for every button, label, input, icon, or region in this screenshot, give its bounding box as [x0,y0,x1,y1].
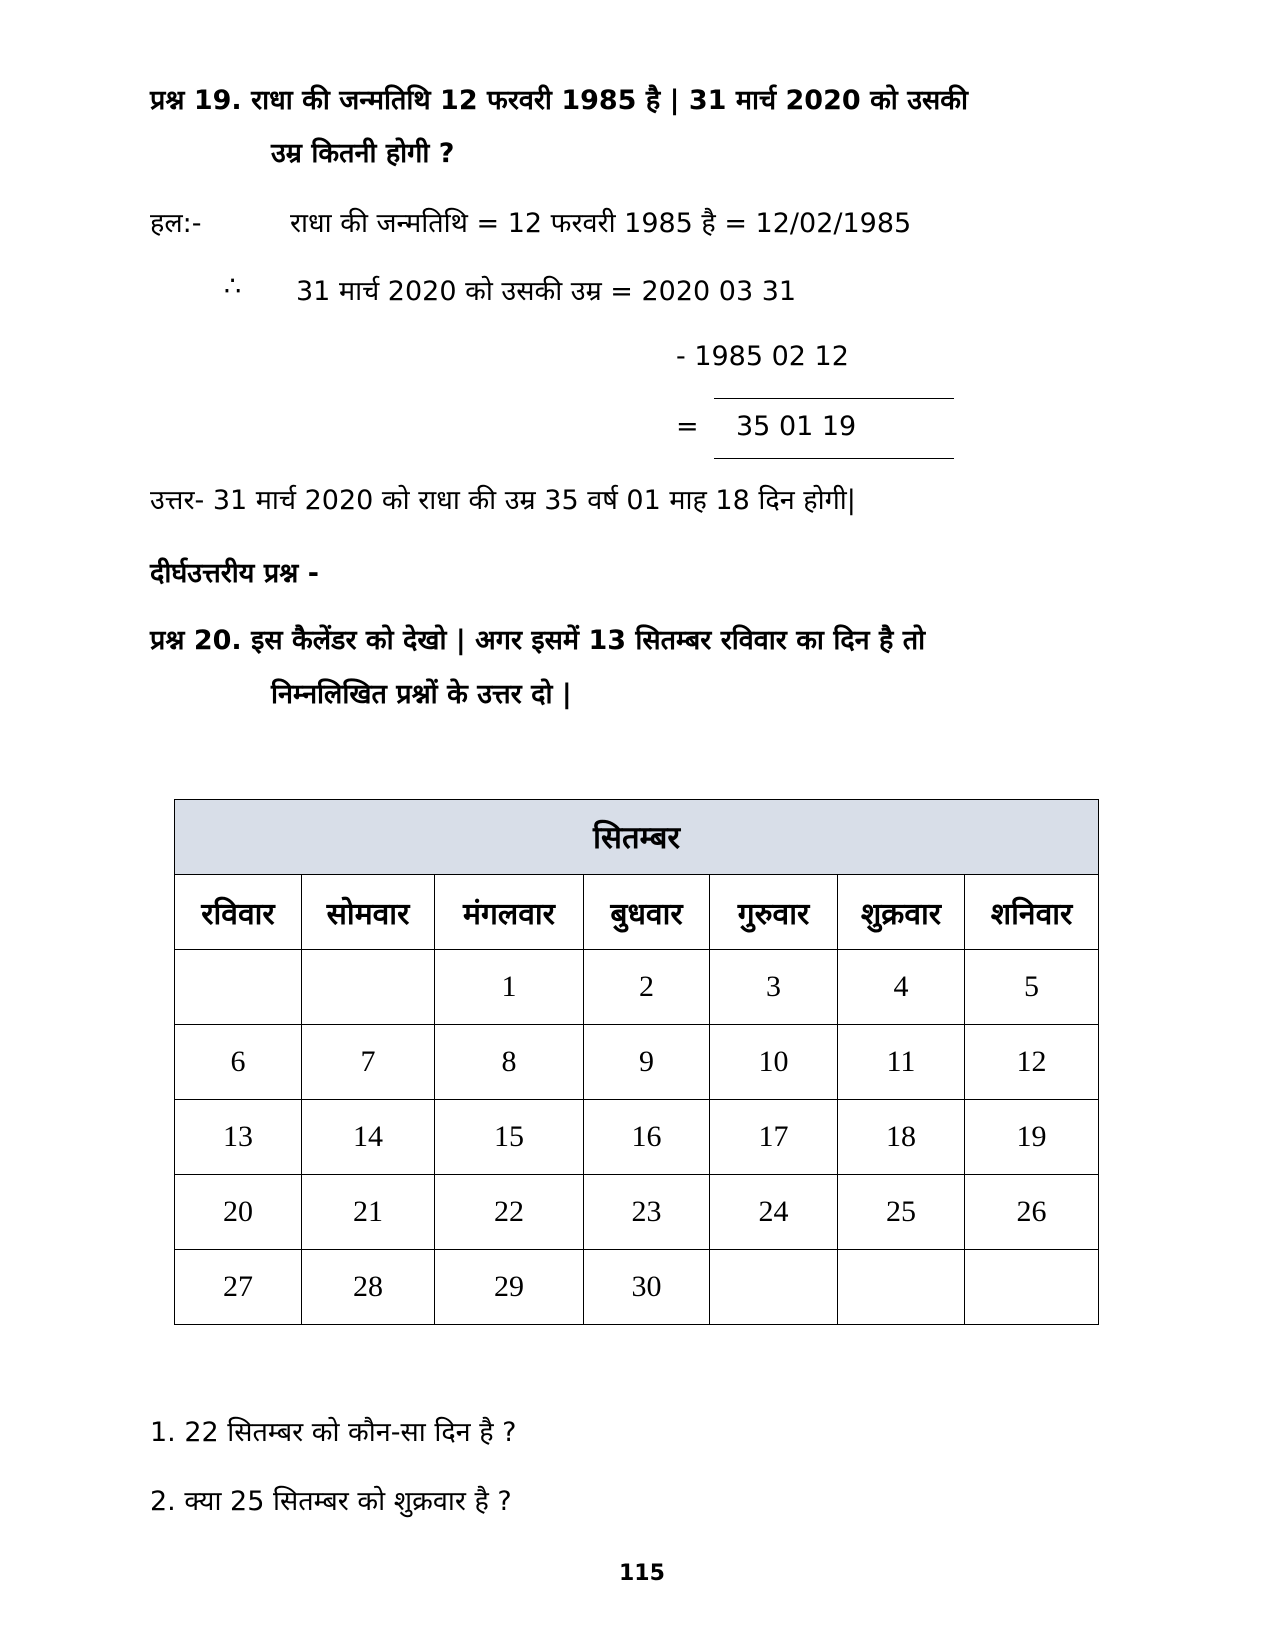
calendar-week-row [175,1175,1099,1250]
calendar-date-cell: 22 [435,1175,584,1250]
result-equals: = [676,411,699,442]
dob-statement: राधा की जन्मतिथि = 12 फरवरी 1985 है = 12/02/1985 [290,208,912,239]
therefore-symbol: ∴ [224,271,242,302]
calendar-date-cell: 23 [584,1175,710,1250]
question-item-2: 2. क्या 25 सितम्बर को शुक्रवार है ? [150,1486,512,1517]
calendar-date-cell: 6 [175,1025,302,1100]
weekday-header: बुधवार [584,875,710,950]
calendar-date-cell [838,1250,965,1325]
calendar-date-cell: 30 [584,1250,710,1325]
calendar-date-cell: 7 [302,1025,435,1100]
age-statement: 31 मार्च 2020 को उसकी उम्र = 2020 03 31 [296,276,797,307]
calendar-date-cell: 10 [710,1025,838,1100]
calendar-date-cell: 8 [435,1025,584,1100]
calendar-date-cell: 16 [584,1100,710,1175]
calendar-date-cell: 1 [435,950,584,1025]
calendar-date-cell: 27 [175,1250,302,1325]
calendar-date-cell: 9 [584,1025,710,1100]
calendar-date-cell: 4 [838,950,965,1025]
calendar-date-cell: 15 [435,1100,584,1175]
calendar-date-cell: 28 [302,1250,435,1325]
weekday-header: शुक्रवार [838,875,965,950]
calendar-date-cell: 2 [584,950,710,1025]
calendar-date-cell: 26 [965,1175,1099,1250]
calendar-date-cell [710,1250,838,1325]
long-answer-heading: दीर्घउत्तरीय प्रश्न - [150,558,319,589]
weekday-header: रविवार [175,875,302,950]
weekday-header: गुरुवार [710,875,838,950]
question-item-1: 1. 22 सितम्बर को कौन-सा दिन है ? [150,1417,517,1448]
calendar-date-cell: 5 [965,950,1099,1025]
weekday-header: शनिवार [965,875,1099,950]
calendar-week-row [175,950,1099,1025]
calendar-date-cell: 19 [965,1100,1099,1175]
calendar-week-row [175,1025,1099,1100]
weekday-header: सोमवार [302,875,435,950]
calendar-date-cell: 20 [175,1175,302,1250]
result-row: 35 01 19 [736,411,857,442]
calendar-date-cell: 11 [838,1025,965,1100]
calendar-date-cell: 12 [965,1025,1099,1100]
solution-label: हल:- [150,208,202,239]
calendar-date-cell: 29 [435,1250,584,1325]
answer-19: उत्तर- 31 मार्च 2020 को राधा की उम्र 35 वर्ष 01 माह 18 दिन होगी| [150,485,856,516]
question-20-line-1: प्रश्न 20. इस कैलेंडर को देखो | अगर इसमें 13 सितम्बर रविवार का दिन है तो [150,625,926,656]
subtraction-row: - 1985 02 12 [676,341,849,372]
calendar-month-title: सितम्बर [175,800,1099,875]
question-20-line-2: निम्नलिखित प्रश्नों के उत्तर दो | [271,679,572,710]
calendar-date-cell [965,1250,1099,1325]
calendar-date-cell: 21 [302,1175,435,1250]
weekday-header: मंगलवार [435,875,584,950]
calendar-date-cell: 14 [302,1100,435,1175]
calendar-week-row [175,1250,1099,1325]
calendar-date-cell: 17 [710,1100,838,1175]
calendar-date-cell: 3 [710,950,838,1025]
september-calendar [174,799,1099,1325]
calendar-date-cell: 24 [710,1175,838,1250]
calendar-date-cell [302,950,435,1025]
page-number: 115 [619,1561,665,1586]
calendar-date-cell: 25 [838,1175,965,1250]
calendar-weekday-row [175,875,1099,950]
question-19-line-2: उम्र कितनी होगी ? [271,138,455,169]
subtraction-rule-top [714,398,954,399]
question-19-line-1: प्रश्न 19. राधा की जन्मतिथि 12 फरवरी 1985 है | 31 मार्च 2020 को उसकी [150,85,968,116]
calendar-date-cell [175,950,302,1025]
calendar-date-cell: 13 [175,1100,302,1175]
calendar-week-row [175,1100,1099,1175]
subtraction-rule-bottom [714,458,954,459]
calendar-date-cell: 18 [838,1100,965,1175]
